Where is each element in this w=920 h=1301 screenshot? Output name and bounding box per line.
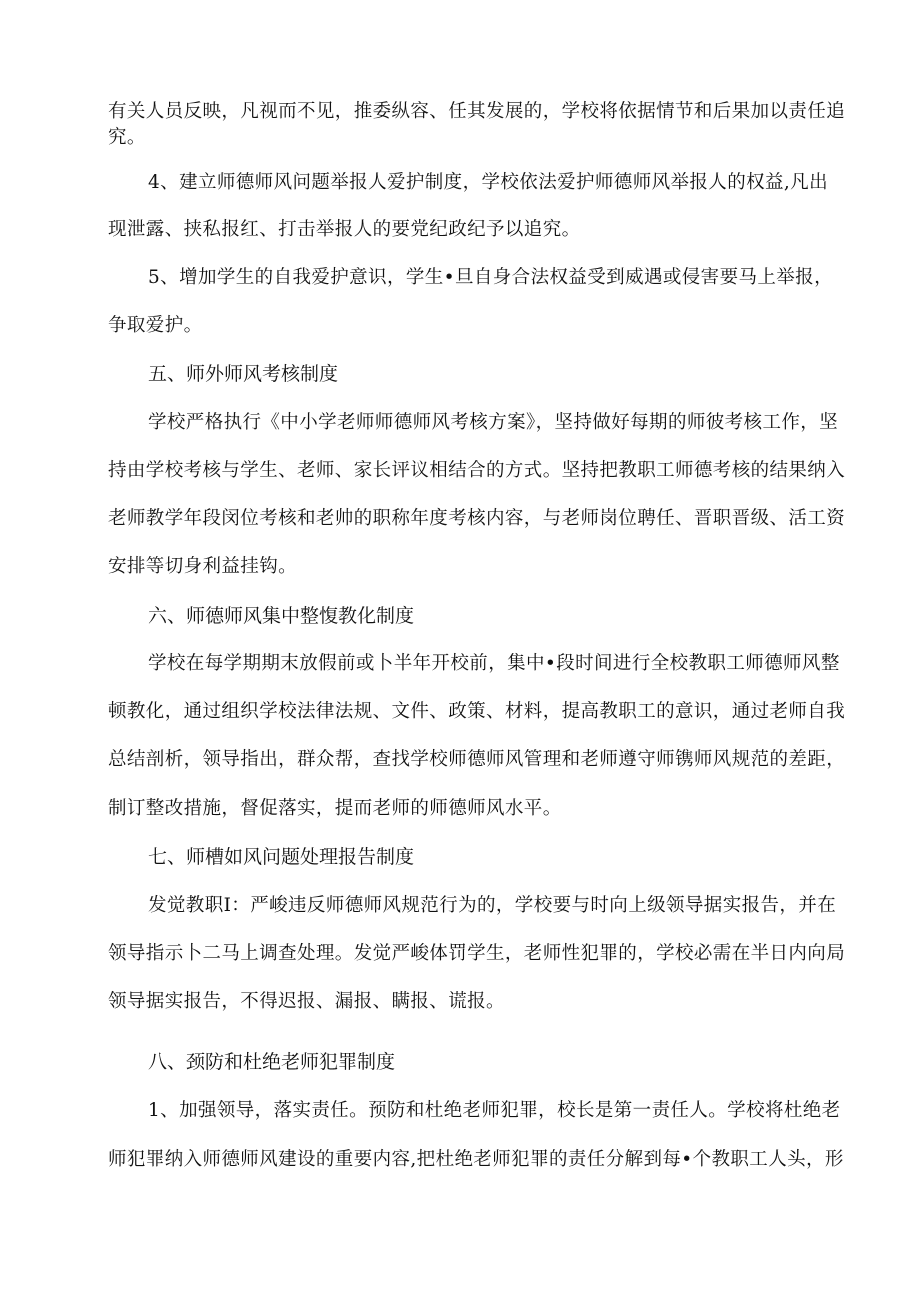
paragraph-line: 5、增加学生的自我爱护意识，学生•旦自身合法权益受到威遇或侵害要马上举报，	[148, 267, 833, 288]
paragraph-line: 现泄露、挟私报红、打击举报人的要党纪政纪予以追究。	[108, 219, 581, 240]
paragraph-line: 师犯罪纳入师德师风建设的重要内容,把杜绝老师犯罪的责任分解到每•个教职工人头，形	[108, 1149, 844, 1170]
paragraph-line: 学校严格执行《中小学老师师德师风考核方案》，坚持做好每期的师彼考核工作，坚	[148, 412, 839, 433]
paragraph-line: 老师教学年段闵位考核和老帅的职称年度考核内容，与老师岗位聘任、晋职晋级、活工资	[108, 508, 846, 529]
paragraph-line: 发觉教职I：严峻违反师德师风规范行为的，学校要与时向上级领导据实报告，并在	[148, 895, 837, 916]
section-heading: 五、师外师风考核制度	[148, 363, 339, 385]
paragraph-line: 学校在每学期期末放假前或卜半年开校前，集中•段时间进行全校教职工师德师风整	[148, 653, 840, 674]
section-heading: 六、师德师风集中整愎教化制度	[148, 605, 415, 627]
paragraph-line: 有关人员反映，凡视而不见，推委纵容、任其发展的，学校将依据情节和后果加以责任追	[108, 101, 846, 122]
paragraph-line: 领导指示卜二马上调查处理。发觉严峻体罚学生，老师性犯罪的，学校必需在半日内向局	[108, 943, 846, 964]
paragraph-line: 究。	[108, 127, 146, 148]
paragraph-line: 持由学校考核与学生、老师、家长评议相结合的方式。坚持把教职工师德考核的结果纳入	[108, 460, 846, 481]
paragraph-line: 总结剖析，领导指出，群众帮，查找学校师德师风管理和老师遵守师镌师风规范的差距，	[108, 749, 846, 770]
paragraph-line: 领导据实报告，不得迟报、漏报、瞒报、谎报。	[108, 991, 505, 1012]
paragraph-line: 4、建立师德师风问题举报人爱护制度，学校依法爱护师德师风举报人的权益,凡出	[148, 172, 828, 193]
paragraph-line: 顿教化，通过组织学校法律法规、文件、政策、材料，提高教职工的意识，通过老师自我	[108, 701, 846, 722]
paragraph-line: 1、加强领导，落实责任。预防和杜绝老师犯罪，校长是第一责任人。学校将杜绝老	[148, 1100, 841, 1121]
paragraph-line: 争取爱护。	[108, 315, 203, 336]
section-heading: 七、师槽如风问题处理报告制度	[148, 846, 415, 868]
paragraph-line: 制订整改措施，督促落实，提而老师的师德师风水平。	[108, 798, 562, 819]
section-heading: 八、颈防和杜绝老师犯罪制度	[148, 1051, 396, 1073]
paragraph-line: 安排等切身利益挂钩。	[108, 556, 298, 577]
